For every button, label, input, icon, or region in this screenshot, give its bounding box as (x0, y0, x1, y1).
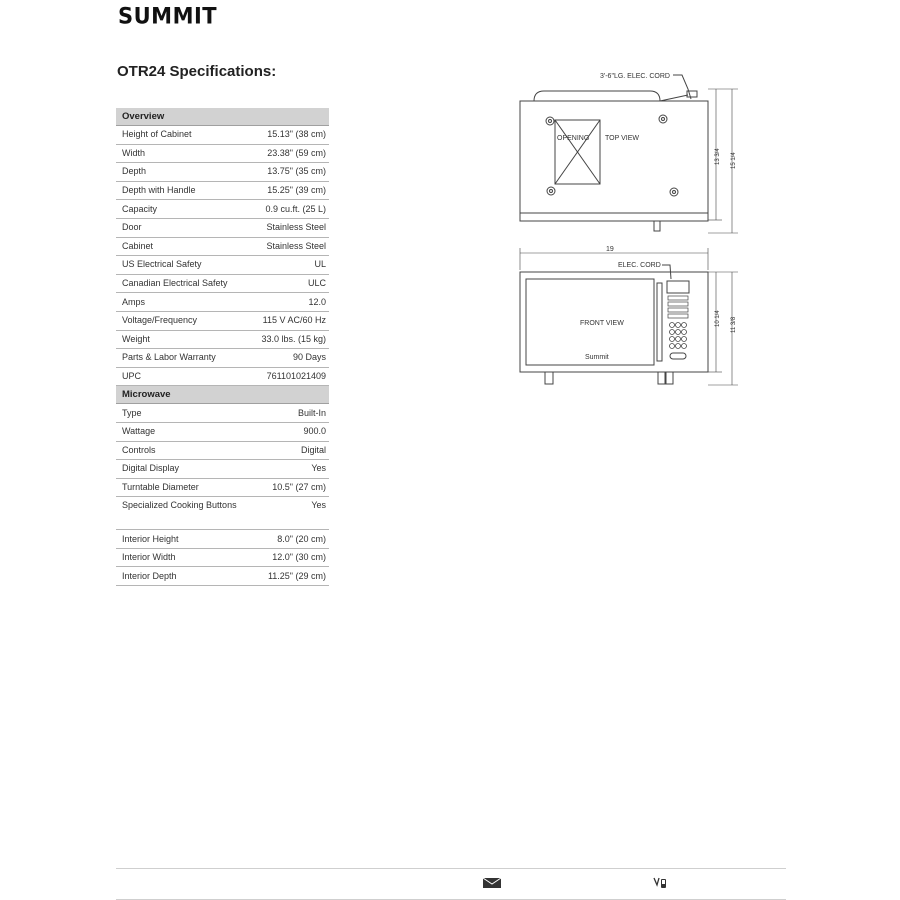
top-view-drawing (520, 75, 738, 233)
spec-value: 12.0" (30 cm) (249, 548, 329, 567)
spec-row (116, 163, 329, 182)
phone-icon[interactable] (652, 875, 668, 891)
dimension-diagram (510, 65, 750, 400)
spec-value: 0.9 cu.ft. (25 L) (249, 200, 329, 219)
spec-label: Interior Height (116, 530, 249, 549)
spec-row (116, 548, 329, 567)
spec-value: Yes (249, 460, 329, 479)
spec-row (116, 497, 329, 530)
spec-label: Depth (116, 163, 249, 182)
top-dim-inner: 13 3/4 (715, 148, 721, 165)
front-brand-label: Summit (585, 354, 609, 361)
front-view-label: FRONT VIEW (580, 320, 624, 327)
spec-row (116, 367, 329, 386)
spec-label: Parts & Labor Warranty (116, 349, 249, 368)
spec-row (116, 567, 329, 586)
spec-row (116, 274, 329, 293)
section-header-overview (116, 108, 329, 126)
spec-row (116, 237, 329, 256)
spec-value: 12.0 (249, 293, 329, 312)
spec-row (116, 126, 329, 145)
spec-row (116, 144, 329, 163)
spec-value: Yes (249, 497, 329, 530)
top-view-label: TOP VIEW (605, 135, 639, 142)
spec-value: 11.25" (29 cm) (249, 567, 329, 586)
spec-value: 900.0 (249, 422, 329, 441)
spec-label: Voltage/Frequency (116, 311, 249, 330)
spec-row (116, 218, 329, 237)
spec-label: Digital Display (116, 460, 249, 479)
spec-value: Stainless Steel (249, 218, 329, 237)
spec-value: 90 Days (249, 349, 329, 368)
spec-label: Door (116, 218, 249, 237)
envelope-icon[interactable] (482, 877, 502, 889)
spec-label: Amps (116, 293, 249, 312)
spec-row (116, 181, 329, 200)
spec-table (116, 108, 329, 586)
spec-row (116, 422, 329, 441)
spec-row (116, 200, 329, 219)
front-dim-outer: 11 3/8 (731, 316, 737, 333)
elec-cord-label: ELEC. CORD (618, 262, 661, 269)
spec-value: 13.75" (35 cm) (249, 163, 329, 182)
opening-label: OPENING (557, 135, 590, 142)
cord-top-label: 3'-6"LG. ELEC. CORD (600, 73, 670, 80)
spec-value: ULC (249, 274, 329, 293)
spec-label: Depth with Handle (116, 181, 249, 200)
spec-label: Turntable Diameter (116, 478, 249, 497)
spec-value: UL (249, 256, 329, 275)
spec-value: 115 V AC/60 Hz (249, 311, 329, 330)
spec-value: Stainless Steel (249, 237, 329, 256)
spec-row (116, 404, 329, 423)
spec-row (116, 330, 329, 349)
spec-label: Cabinet (116, 237, 249, 256)
spec-row (116, 478, 329, 497)
spec-label: Width (116, 144, 249, 163)
spec-value: Built-In (249, 404, 329, 423)
summit-logo: SUMMIT (118, 3, 218, 29)
width-dim-label: 19 (606, 246, 614, 253)
spec-label: Interior Depth (116, 567, 249, 586)
spec-label: Controls (116, 441, 249, 460)
spec-row (116, 293, 329, 312)
spec-value: 8.0" (20 cm) (249, 530, 329, 549)
spec-label: US Electrical Safety (116, 256, 249, 275)
spec-value: 15.13" (38 cm) (249, 126, 329, 145)
spec-label: Specialized Cooking Buttons (116, 497, 249, 530)
spec-label: Weight (116, 330, 249, 349)
spec-value: 761101021409 (249, 367, 329, 386)
spec-value: 10.5" (27 cm) (249, 478, 329, 497)
spec-row (116, 349, 329, 368)
spec-label: Type (116, 404, 249, 423)
spec-value: Digital (249, 441, 329, 460)
spec-row (116, 530, 329, 549)
spec-label: UPC (116, 367, 249, 386)
spec-row (116, 256, 329, 275)
section-header-microwave (116, 386, 329, 404)
footer-bar (116, 868, 786, 900)
spec-row (116, 311, 329, 330)
front-dim-inner: 10 1/4 (715, 310, 721, 327)
spec-label: Interior Width (116, 548, 249, 567)
spec-row (116, 441, 329, 460)
spec-value: 15.25" (39 cm) (249, 181, 329, 200)
spec-label: Height of Cabinet (116, 126, 249, 145)
section-title: Microwave (116, 386, 329, 404)
spec-label: Wattage (116, 422, 249, 441)
spec-label: Canadian Electrical Safety (116, 274, 249, 293)
spec-value: 33.0 lbs. (15 kg) (249, 330, 329, 349)
section-title: Overview (116, 108, 329, 126)
top-dim-outer: 15 1/4 (731, 152, 737, 169)
spec-value: 23.38" (59 cm) (249, 144, 329, 163)
spec-row (116, 460, 329, 479)
page-title: OTR24 Specifications: (117, 63, 277, 80)
spec-label: Capacity (116, 200, 249, 219)
